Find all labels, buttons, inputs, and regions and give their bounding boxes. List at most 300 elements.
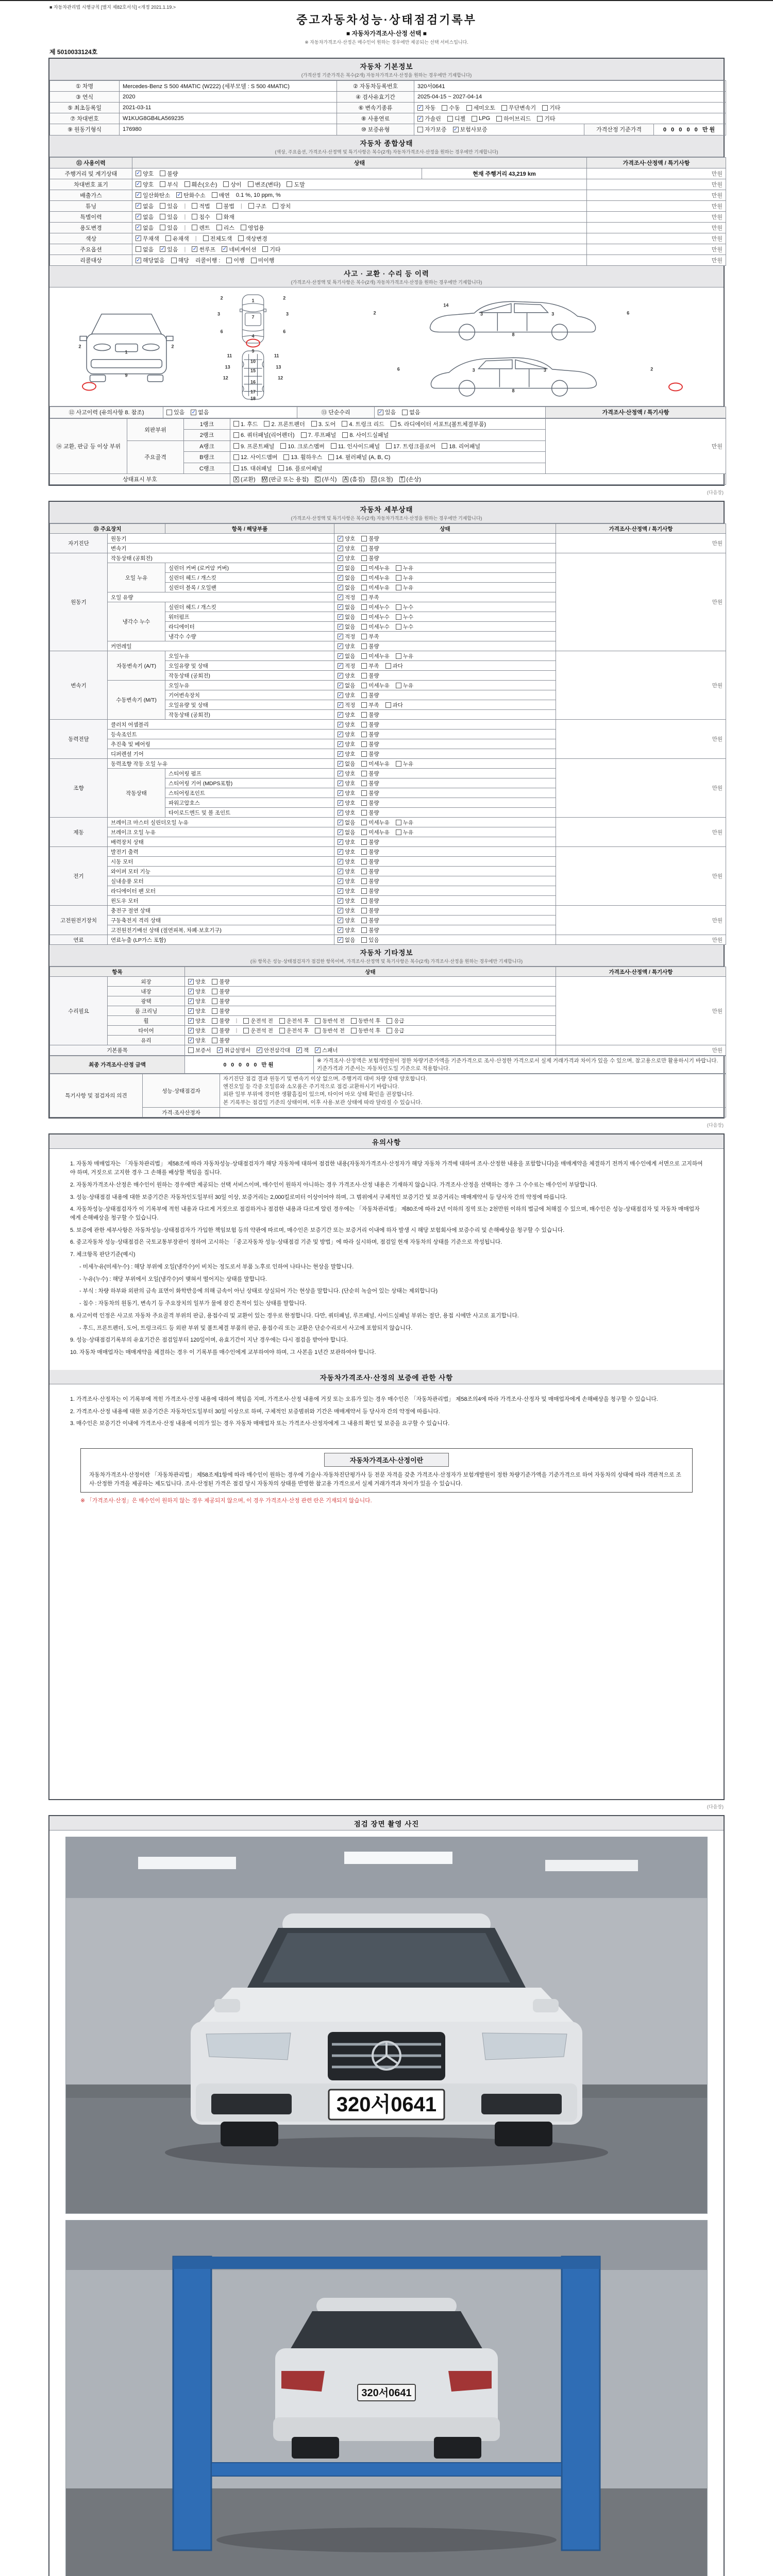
checkbox-option[interactable] [361, 662, 379, 670]
checkbox-option[interactable] [361, 574, 390, 582]
checkbox-option[interactable] [361, 848, 379, 856]
checkbox-icon: ✓ [338, 858, 343, 865]
checkbox-option[interactable] [273, 202, 291, 210]
checkbox-icon [223, 181, 229, 187]
definition-body: 자동차가격조사·산정이란 「자동차관리법」 제58조제1항에 따라 매수인이 원하는 경우에 기술사·자동차진단평가사 등 전문 자격을 갖춘 가격조사·산정자가 보험개발원이 정한 차량기준가액을 기준가격으로 하여 자동차의 상태에 따라 객관적으로 조사·산정한 가격을 제공하는 제도입니다. 조사·산정된 가격은 점검 당시 자동차의 상태를 반영한 참고용 가격으로서 실제 거래가격과 차이가 있을 수 있습니다. [89, 1472, 681, 1487]
table-cell: 상태 [132, 157, 587, 168]
table-cell [334, 847, 556, 857]
checkbox-option[interactable] [160, 245, 178, 253]
checkbox-option[interactable] [212, 1017, 229, 1025]
checkbox-option[interactable] [191, 408, 209, 416]
option-label: 부식 [167, 181, 178, 188]
checkbox-group [338, 701, 403, 709]
checkbox-option[interactable] [241, 224, 264, 232]
checkbox-icon [203, 235, 209, 241]
table-cell: 구동축전지 격리 상태 [108, 916, 334, 925]
checkbox-option[interactable] [351, 1017, 381, 1025]
checkbox-option[interactable] [338, 750, 355, 758]
checkbox-option[interactable] [396, 819, 413, 826]
checkbox-option[interactable] [311, 420, 335, 428]
checkbox-option[interactable] [212, 997, 229, 1005]
option-label: 수동 [449, 105, 460, 111]
checkbox-option[interactable] [338, 760, 355, 768]
part-number: 13 [276, 364, 281, 370]
notice-line: 1. 자동차 매매업자는 「자동차관리법」 제58조에 따라 자동차성능·상태점검자가 해당 자동차에 대하여 점검한 내용(자동차가격조사·산정자가 해당 자동차 가격에 대하여 조사·산정한 내용을 포함합니다)을 매매계약을 체결하기 전까지 매수인에게 서면으로 고지하여야 하며, 거짓으로 고지한 경우 그 손해를 배상할 책임을 집니다. [70, 1161, 703, 1176]
section-box-photos [48, 1815, 725, 2576]
checkbox-icon [311, 421, 317, 427]
checkbox-option[interactable] [342, 431, 389, 439]
checkbox-icon: ✓ [189, 1018, 193, 1024]
option-label: 양호 [345, 897, 356, 904]
checkbox-option[interactable] [361, 936, 379, 944]
option-label: 없음 [143, 203, 154, 210]
table-cell: 만원 [556, 847, 726, 906]
checkbox-option[interactable] [338, 594, 355, 601]
checkbox-option[interactable] [212, 1007, 229, 1015]
checkbox-option[interactable] [396, 652, 413, 660]
option-label: 불량 [368, 535, 379, 542]
checkbox-option[interactable] [338, 740, 355, 748]
checkbox-option[interactable] [212, 1027, 229, 1035]
option-label: 양호 [345, 770, 356, 777]
checkbox-option[interactable] [136, 170, 154, 178]
checkbox-option[interactable] [361, 789, 379, 797]
checkbox-option[interactable] [361, 897, 379, 905]
checkbox-option[interactable] [192, 202, 210, 210]
checkbox-option[interactable] [361, 770, 379, 777]
checkbox-icon: ✓ [338, 927, 343, 933]
checkbox-option[interactable] [279, 1027, 309, 1035]
option-label: 불량 [368, 751, 379, 757]
checkbox-option[interactable] [396, 574, 413, 582]
checkbox-icon [361, 820, 367, 825]
option-label: 없음 [345, 623, 356, 630]
checkbox-option[interactable] [361, 799, 379, 807]
checkbox-option[interactable] [188, 978, 206, 986]
checkbox-option[interactable] [192, 245, 215, 253]
checkbox-option[interactable] [338, 770, 355, 777]
table-cell: 색상 [50, 233, 132, 244]
option-label: 6. 쿼터패널(리어펜더) [241, 432, 295, 438]
checkbox-icon: ✓ [136, 257, 141, 263]
checkbox-option[interactable] [361, 868, 379, 875]
checkbox-option[interactable] [203, 234, 232, 243]
checkbox-option[interactable] [338, 828, 355, 836]
checkbox-option[interactable] [338, 603, 355, 611]
checkbox-icon [361, 565, 367, 571]
checkbox-option[interactable] [396, 623, 413, 631]
checkbox-option[interactable] [361, 623, 390, 631]
checkbox-option[interactable] [188, 997, 206, 1005]
checkbox-option[interactable] [501, 104, 536, 112]
checkbox-option[interactable] [212, 978, 229, 986]
option-label: 양호 [195, 1018, 206, 1024]
checkbox-option[interactable] [396, 603, 413, 611]
table-cell [334, 837, 556, 847]
checkbox-option[interactable] [338, 613, 355, 621]
checkbox-option[interactable] [212, 988, 229, 995]
checkbox-option[interactable] [338, 809, 355, 817]
part-number: 2 [373, 310, 376, 316]
checkbox-option[interactable] [257, 1046, 290, 1054]
option-label: 해당없음 [143, 258, 165, 264]
checkbox-option[interactable] [248, 202, 266, 210]
checkbox-option[interactable] [279, 1017, 309, 1025]
notice-line: - 미세누유(미세누수) : 해당 부위에 오일(냉각수)이 비치는 정도로서 부품 노후로 인하여 나타나는 현상을 말합니다. [70, 1263, 354, 1270]
checkbox-option[interactable] [338, 868, 355, 875]
checkbox-option[interactable] [361, 819, 390, 826]
checkbox-option[interactable] [338, 535, 355, 543]
checkbox-icon: ✓ [338, 780, 343, 786]
checkbox-option[interactable] [361, 711, 379, 719]
checkbox-option[interactable] [361, 731, 379, 738]
checkbox-option[interactable] [417, 125, 447, 133]
checkbox-icon [361, 878, 367, 884]
checkbox-option[interactable] [361, 545, 379, 552]
checkbox-option[interactable] [361, 887, 379, 895]
inline-value [184, 246, 186, 252]
checkbox-option[interactable] [385, 662, 403, 670]
checkbox-option[interactable] [338, 887, 355, 895]
option-label: 불량 [368, 849, 379, 855]
checkbox-option[interactable] [338, 545, 355, 552]
checkbox-option[interactable] [385, 701, 403, 709]
checkbox-option[interactable] [442, 442, 480, 450]
table-cell [334, 906, 556, 916]
checkbox-option[interactable] [361, 926, 379, 934]
checkbox-icon [233, 432, 239, 438]
checkbox-icon [361, 751, 367, 757]
checkbox-icon [361, 937, 367, 943]
checkbox-option[interactable] [338, 721, 355, 728]
section-title: 자동차 기타정보 [360, 949, 413, 957]
checkbox-option[interactable] [396, 564, 413, 572]
option-label: 불량 [368, 917, 379, 924]
checkbox-option[interactable] [361, 652, 390, 660]
checkbox-option[interactable] [192, 224, 210, 232]
checkbox-option[interactable] [165, 234, 189, 243]
checkbox-option[interactable] [453, 125, 488, 133]
checkbox-option[interactable] [176, 191, 206, 199]
checkbox-option[interactable] [386, 1017, 404, 1025]
checkbox-icon [301, 432, 307, 438]
checkbox-option[interactable] [243, 1027, 273, 1035]
checkbox-option[interactable] [184, 180, 217, 189]
checkbox-icon [361, 781, 367, 786]
checkbox-option[interactable] [315, 1027, 345, 1035]
checkbox-option[interactable] [222, 245, 256, 253]
checkbox-option[interactable] [361, 809, 379, 817]
checkbox-option[interactable] [233, 453, 277, 461]
table-cell [163, 407, 297, 418]
checkbox-option[interactable] [188, 1007, 206, 1015]
checkbox-option[interactable] [251, 256, 275, 264]
checkbox-option[interactable] [361, 672, 379, 680]
section-note: (가격조사·산정액 및 특기사항은 복수(2개) 자동차가격조사·산정을 원하는 경우에만 기재합니다) [291, 280, 482, 285]
checkbox-option[interactable] [338, 554, 355, 562]
checkbox-option[interactable] [542, 104, 560, 112]
checkbox-option[interactable] [216, 213, 234, 221]
checkbox-icon: ✓ [338, 770, 343, 776]
checkbox-option[interactable] [315, 1046, 338, 1054]
checkbox-option[interactable] [188, 1046, 211, 1054]
option-label: 누유 [402, 565, 414, 571]
checkbox-group [338, 819, 413, 826]
notice-line: - 후드, 프론트펜더, 도어, 트렁크리드 등 외판 부위 및 볼트체결 부품의 판금, 용접수리 또는 교환은 단순수리로서 사고에 포함되지 않습니다. [70, 1325, 413, 1331]
option-label: 과다 [392, 663, 403, 669]
checkbox-option[interactable] [283, 453, 322, 461]
checkbox-option[interactable] [160, 202, 178, 210]
checkbox-option[interactable] [233, 420, 258, 428]
checkbox-option[interactable] [233, 464, 272, 472]
checkbox-option[interactable] [136, 224, 154, 232]
checkbox-option[interactable] [338, 731, 355, 738]
checkbox-icon [361, 869, 367, 874]
checkbox-option[interactable] [338, 584, 355, 591]
checkbox-option[interactable] [296, 1046, 309, 1054]
checkbox-option[interactable] [361, 750, 379, 758]
section-title: 유의사항 [372, 1139, 401, 1147]
option-label: 2. 프론트펜더 [271, 421, 305, 428]
checkbox-option[interactable] [338, 633, 355, 640]
checkbox-option[interactable] [361, 554, 379, 562]
table-cell: 연료누출 (LP가스 포함) [108, 935, 334, 945]
checkbox-icon: ✓ [338, 653, 343, 659]
checkbox-option[interactable] [278, 464, 322, 472]
checkbox-option[interactable] [238, 234, 267, 243]
checkbox-option[interactable] [338, 926, 355, 934]
checkbox-option[interactable] [338, 642, 355, 650]
option-label: 양호 [195, 978, 206, 985]
other-info-table [49, 967, 726, 1056]
checkbox-option[interactable] [136, 234, 159, 243]
checkbox-option[interactable] [402, 408, 420, 416]
option-label: 1. 후드 [241, 421, 258, 428]
checkbox-icon: ✓ [338, 633, 343, 639]
checkbox-icon: ✓ [338, 917, 343, 923]
option-label: 불법 [223, 203, 234, 210]
checkbox-option[interactable] [160, 180, 178, 189]
checkbox-option[interactable] [248, 180, 281, 189]
checkbox-option[interactable] [338, 917, 355, 924]
checkbox-option[interactable] [338, 789, 355, 797]
checkbox-option[interactable] [301, 431, 337, 439]
checkbox-option[interactable] [361, 838, 379, 846]
checkbox-option[interactable] [216, 224, 234, 232]
checkbox-option[interactable] [361, 691, 379, 699]
checkbox-option[interactable] [338, 799, 355, 807]
checkbox-option[interactable] [361, 613, 390, 621]
checkbox-option[interactable] [338, 858, 355, 866]
checkbox-option[interactable] [386, 442, 435, 450]
checkbox-option[interactable] [262, 245, 280, 253]
checkbox-option[interactable] [233, 442, 274, 450]
table-cell: 원동기 [108, 534, 334, 544]
checkbox-option[interactable] [396, 584, 413, 591]
option-label: (흠집) [350, 477, 365, 483]
checkbox-option[interactable] [396, 760, 413, 768]
checkbox-option[interactable] [338, 838, 355, 846]
checkbox-icon [212, 1038, 217, 1043]
table-cell: 원동기 [50, 553, 108, 651]
checkbox-option[interactable] [338, 897, 355, 905]
checkbox-group [233, 464, 322, 472]
checkbox-option[interactable] [136, 202, 154, 210]
table-cell: 커먼레일 [108, 641, 334, 651]
checkbox-group [338, 554, 379, 562]
checkbox-option[interactable] [386, 1027, 404, 1035]
checkbox-option[interactable] [287, 180, 305, 189]
checkbox-option[interactable] [378, 408, 396, 416]
checkbox-option[interactable] [136, 213, 154, 221]
checkbox-option[interactable] [361, 907, 379, 914]
checkbox-icon [361, 741, 367, 747]
checkbox-option[interactable] [136, 256, 165, 264]
checkbox-icon [279, 1028, 285, 1033]
checkbox-option[interactable] [396, 682, 413, 689]
option-label: 누수 [402, 604, 414, 611]
checkbox-option[interactable] [223, 180, 241, 189]
checkbox-option[interactable] [338, 819, 355, 826]
checkbox-option[interactable] [192, 213, 210, 221]
checkbox-option[interactable] [361, 633, 379, 640]
checkbox-option[interactable] [166, 408, 184, 416]
checkbox-option[interactable] [396, 828, 413, 836]
checkbox-option[interactable] [233, 431, 295, 439]
checkbox-option[interactable] [226, 256, 244, 264]
checkbox-option[interactable] [338, 877, 355, 885]
checkbox-option[interactable] [496, 114, 531, 123]
checkbox-option[interactable] [338, 936, 355, 944]
checkbox-option[interactable] [361, 584, 390, 591]
checkbox-option[interactable] [338, 672, 355, 680]
checkbox-option[interactable] [361, 917, 379, 924]
checkbox-option[interactable] [136, 245, 154, 253]
checkbox-option[interactable] [212, 191, 230, 199]
option-label: 미세누유 [368, 584, 390, 591]
checkbox-option[interactable] [160, 213, 178, 221]
checkbox-option[interactable] [280, 442, 324, 450]
table-cell: 자기진단 [50, 534, 108, 553]
checkbox-option[interactable] [243, 1017, 273, 1025]
checkbox-option[interactable] [351, 1027, 381, 1035]
checkbox-option[interactable] [188, 1027, 206, 1035]
checkbox-option[interactable] [338, 574, 355, 582]
table-cell [334, 759, 556, 769]
option-label: 미이행 [258, 258, 275, 264]
checkbox-option[interactable] [216, 202, 234, 210]
checkbox-icon: ✓ [217, 1047, 223, 1053]
checkbox-option[interactable] [338, 701, 355, 709]
checkbox-option[interactable] [171, 256, 189, 264]
part-number: 11 [274, 353, 279, 359]
checkbox-icon: ✓ [338, 574, 343, 581]
checkbox-option[interactable] [417, 114, 441, 123]
checkbox-group [188, 1027, 405, 1035]
checkbox-group [136, 191, 281, 199]
checkbox-icon [279, 1018, 285, 1024]
checkbox-icon [361, 634, 367, 639]
checkbox-option[interactable] [188, 988, 206, 995]
table-cell: 2020 [120, 92, 337, 103]
checkbox-option[interactable] [361, 858, 379, 866]
checkbox-option[interactable] [361, 535, 379, 543]
checkbox-option[interactable] [136, 191, 170, 199]
checkbox-option[interactable] [361, 682, 390, 689]
part-number: 3 [480, 311, 483, 317]
checkbox-icon: ✓ [136, 214, 141, 219]
checkbox-option[interactable] [361, 564, 390, 572]
checkbox-option[interactable] [315, 1017, 345, 1025]
table-cell: 내장 [108, 987, 185, 996]
checkbox-icon [233, 465, 239, 471]
checkbox-option[interactable] [160, 170, 178, 178]
checkbox-option[interactable] [212, 1037, 229, 1044]
section-title: 사고 · 교환 · 수리 등 이력 [344, 270, 429, 278]
inline-value [236, 192, 281, 198]
table-cell: 최종 가격조사·산정 금액 [50, 1056, 185, 1074]
table-cell: 2021-03-11 [120, 103, 337, 113]
checkbox-option[interactable] [361, 721, 379, 728]
option-label: 불량 [368, 555, 379, 562]
checkbox-option[interactable] [136, 180, 154, 189]
checkbox-option[interactable] [442, 104, 460, 112]
checkbox-option[interactable] [361, 779, 379, 787]
checkbox-option[interactable] [338, 682, 355, 689]
checkbox-option[interactable] [338, 623, 355, 631]
checkbox-option[interactable] [160, 224, 178, 232]
checkbox-option[interactable] [338, 907, 355, 914]
checkbox-option[interactable] [338, 711, 355, 719]
checkbox-option[interactable] [391, 420, 486, 428]
checkbox-option[interactable] [361, 877, 379, 885]
checkbox-option[interactable] [361, 760, 390, 768]
checkbox-option[interactable] [472, 115, 490, 122]
checkbox-icon [238, 235, 244, 241]
checkbox-option[interactable] [361, 594, 379, 601]
checkbox-option[interactable] [361, 603, 390, 611]
checkbox-option[interactable] [188, 1037, 206, 1044]
checkbox-icon [248, 181, 254, 187]
checkbox-option[interactable] [447, 114, 465, 123]
option-label: 불량 [368, 800, 379, 806]
table-cell: ⑬ 단순수리 [297, 407, 375, 418]
checkbox-option[interactable] [338, 564, 355, 572]
checkbox-icon [328, 454, 334, 460]
checkbox-option[interactable] [264, 420, 305, 428]
checkbox-option[interactable] [338, 652, 355, 660]
checkbox-option[interactable] [417, 104, 435, 112]
checkbox-icon [315, 1018, 321, 1024]
checkbox-option[interactable] [361, 701, 379, 709]
checkbox-option[interactable] [537, 114, 555, 123]
checkbox-option[interactable] [328, 453, 390, 461]
checkbox-option[interactable] [338, 779, 355, 787]
checkbox-option[interactable] [338, 662, 355, 670]
checkbox-option[interactable] [396, 613, 413, 621]
checkbox-option[interactable] [466, 104, 496, 112]
checkbox-option[interactable] [217, 1046, 250, 1054]
checkbox-option[interactable] [361, 740, 379, 748]
checkbox-option[interactable] [342, 420, 384, 428]
checkbox-option[interactable] [361, 642, 379, 650]
checkbox-option[interactable] [188, 1017, 206, 1025]
checkbox-option[interactable] [338, 848, 355, 856]
checkbox-option[interactable] [361, 828, 390, 836]
checkbox-option[interactable] [338, 691, 355, 699]
table-cell: 주행거리 및 계기상태 [50, 168, 132, 179]
checkbox-option[interactable] [331, 442, 380, 450]
